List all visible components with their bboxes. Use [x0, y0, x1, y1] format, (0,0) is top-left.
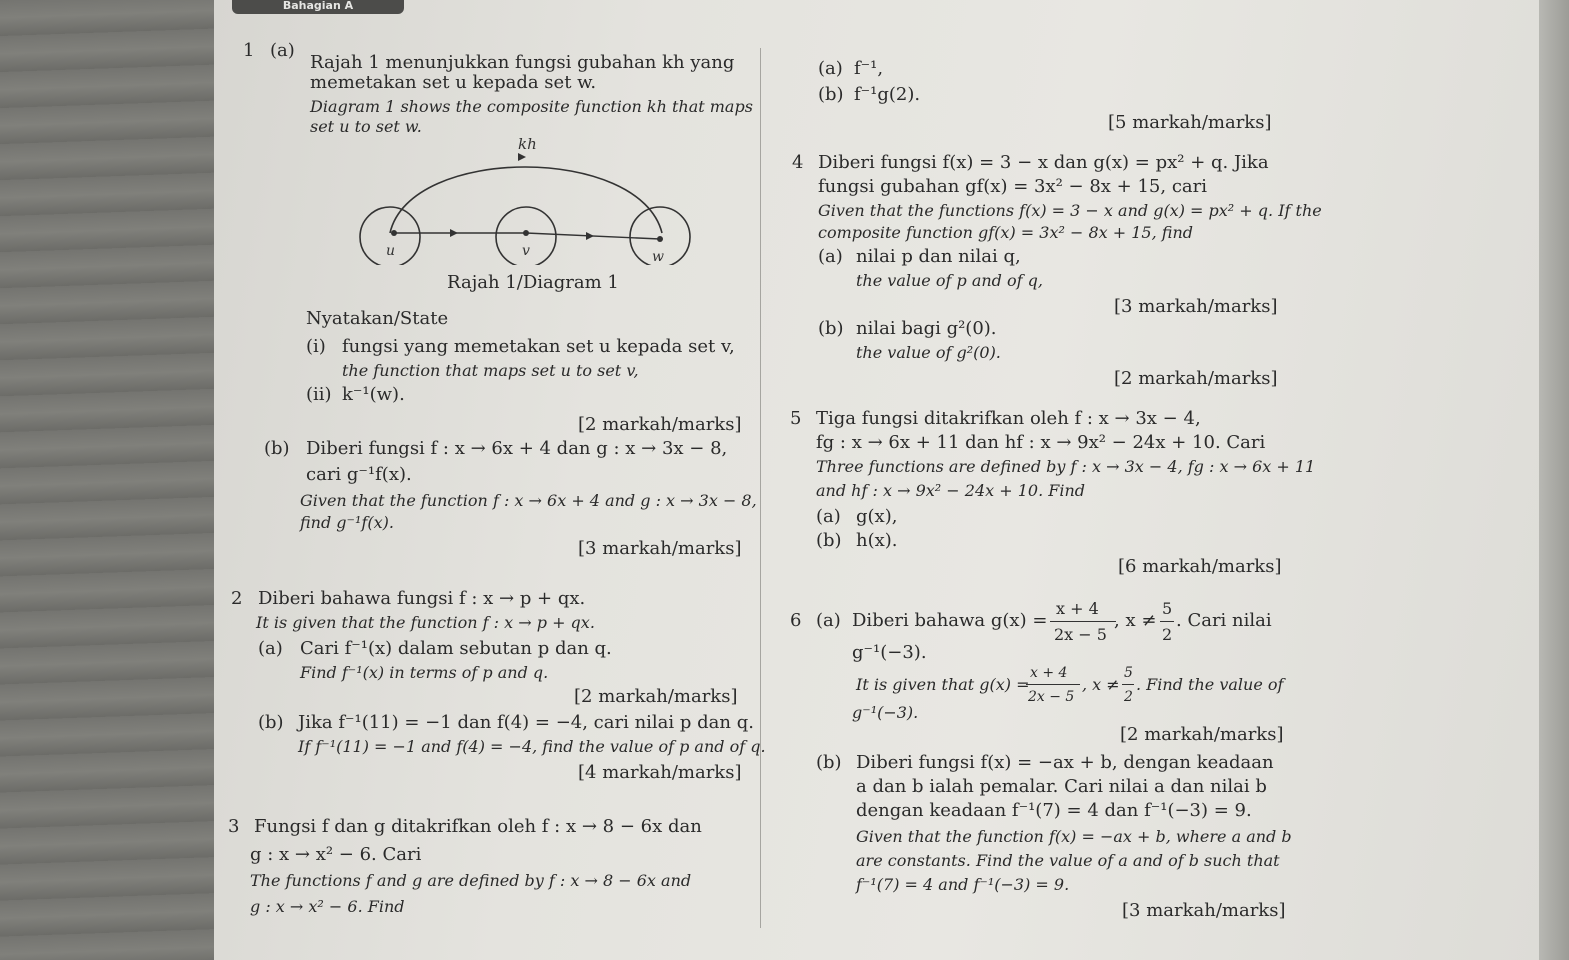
q5-number: 5 [790, 408, 802, 429]
q4-b-english: the value of g²(0). [856, 343, 1001, 362]
q4-a-text: nilai p dan nilai q, [856, 246, 1021, 267]
q3-b-text: f⁻¹g(2). [854, 84, 921, 105]
q2-a-label: (a) [258, 638, 283, 659]
q6-a-line2: g⁻¹(−3). [852, 642, 927, 663]
q2-b-english: If f⁻¹(11) = −1 and f(4) = −4, find the value of p and of q. [298, 737, 766, 756]
q1-i-text: fungsi yang memetakan set u kepada set v, [342, 336, 735, 357]
q1-ii-text: k⁻¹(w). [342, 384, 405, 405]
q1-b-text: Diberi fungsi f : x → 6x + 4 dan g : x → 3x − 8, [306, 438, 728, 459]
q3-b-label: (b) [818, 84, 844, 105]
q6-a-marks: [2 markah/marks] [1120, 724, 1284, 745]
q4-a-english: the value of p and of q, [856, 271, 1043, 290]
q6-neq-bar [1160, 621, 1174, 622]
q6-fraction-numerator: x + 4 [1056, 599, 1099, 618]
q2-english: It is given that the function f : x → p + qx. [256, 613, 595, 632]
q3-english1: The functions f and g are defined by f : x → 8 − 6x and [250, 871, 692, 890]
background-right [1539, 0, 1569, 960]
q5-b-label: (b) [816, 530, 842, 551]
q2-a-text: Cari f⁻¹(x) dalam sebutan p dan q. [300, 638, 612, 659]
q6-a-english-five: 5 [1124, 665, 1133, 681]
q6-b-english2: are constants. Find the value of a and of b such that [856, 851, 1280, 870]
set-u-label: u [386, 243, 396, 259]
composite-function-diagram [350, 135, 710, 265]
diagram-arrow-label: kh [518, 135, 537, 153]
q5-english1: Three functions are defined by f : x → 3x − 4, fg : x → 6x + 11 [816, 457, 1316, 476]
q1-b-english2: find g⁻¹f(x). [300, 513, 394, 532]
q6-find-value: . Cari nilai [1176, 610, 1272, 631]
q3-a-text: f⁻¹, [854, 58, 884, 79]
q6-a-label: (a) [816, 610, 841, 631]
q6-a-english-frac-num: x + 4 [1030, 665, 1068, 681]
q6-neq-denominator: 2 [1162, 625, 1173, 644]
q5-a-text: g(x), [856, 506, 898, 527]
set-w-label: w [652, 249, 664, 265]
q3-marks: [5 markah/marks] [1108, 112, 1272, 133]
q5-english2: and hf : x → 9x² − 24x + 10. Find [816, 481, 1086, 500]
q4-number: 4 [792, 152, 804, 173]
q4-a-marks: [3 markah/marks] [1114, 296, 1278, 317]
q2-b-marks: [4 markah/marks] [578, 762, 742, 783]
column-divider [760, 48, 761, 928]
q6-b-label: (b) [816, 752, 842, 773]
q6-b-line3: dengan keadaan f⁻¹(7) = 4 dan f⁻¹(−3) = 9. [856, 800, 1252, 821]
q2-b-label: (b) [258, 712, 284, 733]
q1-b-label: (b) [264, 438, 290, 459]
q1-number: 1 [243, 40, 255, 61]
q6-neq-numerator: 5 [1162, 599, 1173, 618]
q5-b-text: h(x). [856, 530, 898, 551]
q6-a-english-frac-den: 2x − 5 [1028, 689, 1075, 705]
q4-english2: composite function gf(x) = 3x² − 8x + 15, find [818, 223, 1193, 242]
q1-state-label: Nyatakan/State [306, 308, 449, 329]
q6-a-text: Diberi bahawa g(x) = [852, 610, 1048, 631]
q2-a-marks: [2 markah/marks] [574, 686, 738, 707]
q1-text-line2: memetakan set u kepada set w. [310, 72, 597, 93]
q4-a-label: (a) [818, 246, 843, 267]
q2-text: Diberi bahawa fungsi f : x → p + qx. [258, 588, 586, 609]
q3-text-line2: g : x → x² − 6. Cari [250, 844, 422, 865]
q1-i-english: the function that maps set u to set v, [342, 361, 639, 380]
q6-b-marks: [3 markah/marks] [1122, 900, 1286, 921]
set-v-label: v [522, 243, 530, 259]
q1-b-find: cari g⁻¹f(x). [306, 464, 412, 485]
q4-text-line1: Diberi fungsi f(x) = 3 − x dan g(x) = px² + q. Jika [818, 152, 1269, 173]
q6-b-english3: f⁻¹(7) = 4 and f⁻¹(−3) = 9. [856, 875, 1070, 894]
q6-fraction-denominator: 2x − 5 [1054, 625, 1107, 644]
q6-a-english-five-bar [1122, 684, 1134, 685]
q1-ii-label: (ii) [306, 384, 332, 405]
q3-number: 3 [228, 816, 240, 837]
q1-english-line2: set u to set w. [310, 117, 422, 136]
q1-a-marks: [2 markah/marks] [578, 414, 742, 435]
q6-fraction-bar [1050, 621, 1116, 622]
q6-a-english-find: . Find the value of [1136, 675, 1284, 694]
q6-number: 6 [790, 610, 802, 631]
q6-a-english-frac-bar [1026, 684, 1080, 685]
q6-a-english-neq: , x ≠ [1082, 675, 1120, 694]
q4-b-text: nilai bagi g²(0). [856, 318, 997, 339]
q6-b-english1: Given that the function f(x) = −ax + b, where a and b [856, 827, 1292, 846]
q6-neq: , x ≠ [1114, 610, 1157, 631]
diagram-caption: Rajah 1/Diagram 1 [447, 272, 619, 293]
q6-a-english-two: 2 [1124, 689, 1133, 705]
q5-marks: [6 markah/marks] [1118, 556, 1282, 577]
q6-b-line2: a dan b ialah pemalar. Cari nilai a dan nilai b [856, 776, 1267, 797]
q1-part-a-label: (a) [270, 40, 295, 61]
q1-text-line1: Rajah 1 menunjukkan fungsi gubahan kh yang [310, 52, 735, 73]
q4-b-label: (b) [818, 318, 844, 339]
section-tab: Bahagian A [232, 0, 404, 14]
q2-number: 2 [231, 588, 243, 609]
q2-a-english: Find f⁻¹(x) in terms of p and q. [300, 663, 549, 682]
q5-text-line1: Tiga fungsi ditakrifkan oleh f : x → 3x − 4, [816, 408, 1201, 429]
q1-b-english1: Given that the function f : x → 6x + 4 and g : x → 3x − 8, [300, 491, 757, 510]
q4-text-line2: fungsi gubahan gf(x) = 3x² − 8x + 15, cari [818, 176, 1207, 197]
q4-english1: Given that the functions f(x) = 3 − x and g(x) = px² + q. If the [818, 201, 1322, 220]
q1-english-line1: Diagram 1 shows the composite function kh that maps [310, 97, 753, 116]
q1-i-label: (i) [306, 336, 326, 357]
q5-text-line2: fg : x → 6x + 11 dan hf : x → 9x² − 24x + 10. Cari [816, 432, 1266, 453]
q2-b-text: Jika f⁻¹(11) = −1 dan f(4) = −4, cari nilai p dan q. [298, 712, 754, 733]
q3-english2: g : x → x² − 6. Find [250, 897, 405, 916]
q3-text-line1: Fungsi f dan g ditakrifkan oleh f : x → 8 − 6x dan [254, 816, 702, 837]
q5-a-label: (a) [816, 506, 841, 527]
q1-b-marks: [3 markah/marks] [578, 538, 742, 559]
q6-a-english-line2: g⁻¹(−3). [852, 703, 919, 722]
background-left [0, 0, 214, 960]
q4-b-marks: [2 markah/marks] [1114, 368, 1278, 389]
q3-a-label: (a) [818, 58, 843, 79]
q6-a-english: It is given that g(x) = [856, 675, 1030, 694]
q6-b-line1: Diberi fungsi f(x) = −ax + b, dengan keadaan [856, 752, 1274, 773]
